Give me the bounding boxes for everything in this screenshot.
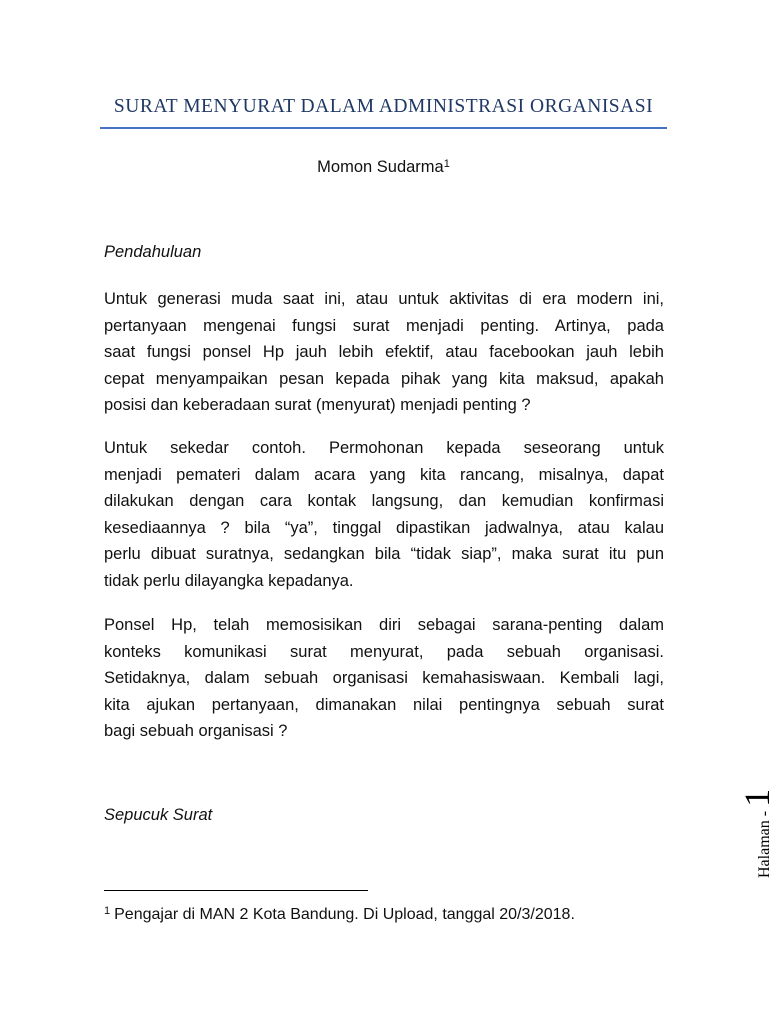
footnote-mark: 1	[104, 905, 111, 917]
paragraph-line: dilakukan dengan cara kontak langsung, dan kemudian konfirmasi	[104, 492, 664, 510]
author-line	[100, 158, 667, 177]
author-footnote-mark: 1	[443, 158, 450, 170]
paragraph-line: saat fungsi ponsel Hp jauh lebih efektif, atau facebookan jauh lebih	[104, 343, 664, 361]
document-title: SURAT MENYURAT DALAM ADMINISTRASI ORGANISASI	[113, 96, 654, 117]
section-heading-pendahuluan: Pendahuluan	[104, 243, 202, 261]
paragraph-line: kesediaannya ? bila “ya”, tinggal dipastikan jadwalnya, atau kalau	[104, 518, 664, 537]
paragraph-line: pertanyaan mengenai fungsi surat menjadi penting. Artinya, pada	[104, 316, 664, 335]
paragraph-line: kita ajukan pertanyaan, dimanakan nilai pentingnya sebuah surat	[104, 695, 664, 714]
paragraph-2	[104, 435, 664, 594]
author-name: Momon Sudarma	[317, 158, 444, 176]
footnote	[104, 905, 575, 924]
footnote-text: Pengajar di MAN 2 Kota Bandung. Di Upload, tanggal 20/3/2018.	[114, 906, 575, 923]
paragraph-1	[104, 286, 664, 419]
paragraph-line: tidak perlu dilayangka kepadanya.	[104, 571, 354, 590]
page-number: 1	[737, 788, 777, 807]
paragraph-line: Ponsel Hp, telah memosisikan diri sebagai sarana-penting dalam	[104, 616, 664, 634]
paragraph-line: perlu dibuat suratnya, sedangkan bila “tidak siap”, maka surat itu pun	[104, 545, 664, 563]
paragraph-line: Untuk generasi muda saat ini, atau untuk aktivitas di era modern ini,	[104, 290, 664, 308]
page-number-marker	[688, 760, 777, 890]
paragraph-line: konteks komunikasi surat menyurat, pada sebuah organisasi.	[104, 642, 664, 661]
paragraph-line: cepat menyampaikan pesan kepada pihak yang kita maksud, apakah	[104, 369, 664, 388]
paragraph-line: Untuk sekedar contoh. Permohonan kepada seseorang untuk	[104, 439, 664, 457]
paragraph-line: posisi dan keberadaan surat (menyurat) menjadi penting ?	[104, 396, 531, 414]
paragraph-line: menjadi pemateri dalam acara yang kita rancang, misalnya, dapat	[104, 465, 664, 484]
section-heading-sepucuk-surat: Sepucuk Surat	[104, 806, 213, 824]
footnote-separator	[104, 890, 368, 891]
paragraph-line: bagi sebuah organisasi ?	[104, 722, 288, 740]
title-underline	[100, 127, 667, 129]
paragraph-3	[104, 612, 664, 745]
paragraph-line: Setidaknya, dalam sebuah organisasi kemahasiswaan. Kembali lagi,	[104, 669, 664, 687]
page-label: Halaman -	[756, 810, 773, 878]
